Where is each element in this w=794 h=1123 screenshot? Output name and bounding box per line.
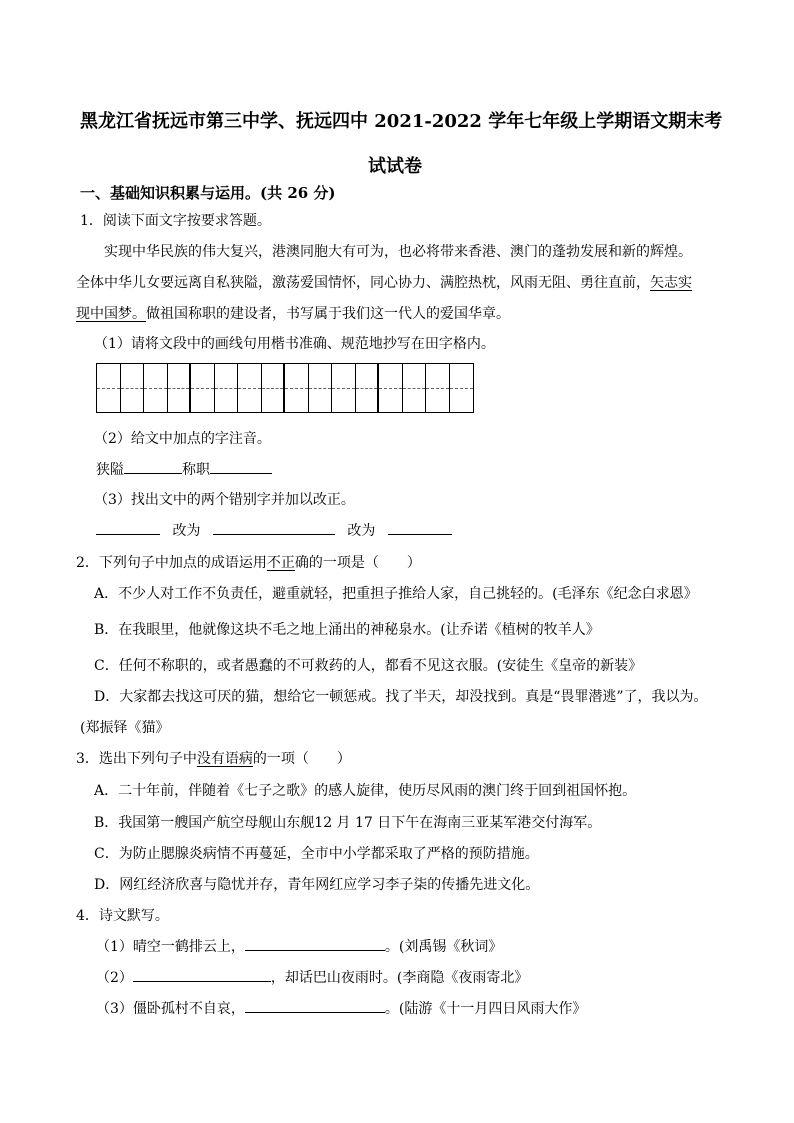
tianzige-cell[interactable] [450, 364, 474, 412]
tianzige-cell[interactable] [121, 364, 145, 412]
q3-stem-text-a: 3．选出下列句子中 [76, 751, 197, 767]
q4-line1 [96, 936, 502, 956]
tianzige-cell[interactable] [285, 364, 309, 412]
q2-stem [76, 552, 421, 572]
q1-paragraph-line2 [76, 272, 692, 292]
q3-option-d[interactable]: D．网红经济欣喜与隐忧并存，青年网红应学习李子柒的传播先进文化。 [94, 877, 540, 893]
q2-option-c[interactable]: C．任何不称职的，或者愚蠢的不可救药的人，都看不见这衣服。(安徒生《皇帝的新装》 [94, 658, 643, 674]
q4-line1-source: 。(刘禹锡《秋词》 [384, 939, 503, 955]
q3-option-c[interactable]: C．为防止腮腺炎病情不再蔓延，全市中小学都采取了严格的预防措施。 [94, 846, 539, 862]
q3-option-b[interactable]: B．我国第一艘国产航空母舰山东舰12 月 17 日下午在海南三亚某军港交付海军。 [94, 815, 602, 831]
q3-stem-text-b: 的一项（ ） [252, 751, 351, 767]
pinyin-word2: 称职 [182, 462, 210, 478]
q1-paragraph-line3-text: 做祖国称职的建设者，书写属于我们这一代人的爱国华章。 [146, 306, 510, 322]
q2-stem-text-b: 确的一项是（ ） [294, 555, 421, 571]
tianzige-cell[interactable] [379, 364, 403, 412]
pinyin-row [96, 459, 272, 479]
pinyin-word1: 狭隘 [96, 462, 124, 478]
q4-line3-text: （3）僵卧孤村不自哀， [96, 1001, 245, 1017]
q4-line1-text: （1）晴空一鹤排云上， [96, 939, 245, 955]
correction-row [96, 520, 452, 540]
q4-stem: 4．诗文默写。 [76, 908, 169, 924]
q1-sub3: （3）找出文中的两个错别字并加以改正。 [94, 492, 355, 508]
q1-paragraph-line2-text: 全体中华儿女要远离自私狭隘，激荡爱国情怀，同心协力、满腔热枕，风雨无阻、勇往直前， [76, 275, 650, 291]
q2-stem-text-a: 2．下列句子中加点的成语运用 [76, 555, 267, 571]
exam-title-line1: 黑龙江省抚远市第三中学、抚远四中 2021-2022 学年七年级上学期语文期末考 [80, 111, 723, 132]
q2-stem-underlined: 不正 [266, 555, 295, 571]
underlined-sentence-part2: 现中国梦。 [76, 306, 146, 322]
q1-sub2: （2）给文中加点的字注音。 [94, 431, 271, 447]
q2-option-b[interactable]: B．在我眼里，他就像这块不毛之地上涌出的神秘泉水。(让乔诺《植树的牧羊人》 [94, 622, 600, 638]
tianzige-cell[interactable] [215, 364, 239, 412]
q4-line2-text: ，却话巴山夜雨时。(李商隐《夜雨寄北》 [270, 970, 529, 986]
tianzige-cell[interactable] [97, 364, 121, 412]
correct-char-blank2[interactable] [388, 520, 452, 535]
correct-char-blank1[interactable] [213, 520, 335, 535]
tianzige-grid[interactable] [96, 363, 474, 413]
tianzige-cell[interactable] [191, 364, 215, 412]
change-label2: 改为 [347, 523, 376, 539]
q4-line2-number: （2） [96, 970, 133, 986]
pinyin-blank2[interactable] [210, 459, 272, 474]
q4-blank2[interactable] [133, 967, 271, 982]
q4-line2 [96, 967, 528, 987]
q1-stem: 1．阅读下面文字按要求答题。 [80, 213, 271, 229]
q4-line3 [96, 998, 586, 1018]
q3-stem-underlined: 没有语病 [196, 751, 253, 767]
tianzige-cell[interactable] [238, 364, 262, 412]
section-heading: 一、基础知识积累与运用。(共 26 分) [80, 184, 336, 202]
q4-blank3[interactable] [245, 998, 385, 1013]
tianzige-cell[interactable] [262, 364, 286, 412]
q3-option-a[interactable]: A．二十年前，伴随着《七子之歌》的感人旋律，使历尽风雨的澳门终于回到祖国怀抱。 [94, 783, 637, 799]
exam-title-line2: 试试卷 [368, 156, 422, 177]
q2-option-a[interactable]: A．不少人对工作不负责任，避重就轻，把重担子推给人家，自己挑轻的。(毛泽东《纪念白求恩》 [94, 586, 698, 602]
q3-stem [76, 748, 351, 768]
tianzige-cell[interactable] [403, 364, 427, 412]
tianzige-cell[interactable] [356, 364, 380, 412]
tianzige-cell[interactable] [332, 364, 356, 412]
q1-sub1: （1）请将文段中的画线句用楷书准确、规范地抄写在田字格内。 [94, 336, 495, 352]
pinyin-blank1[interactable] [124, 459, 182, 474]
wrong-char-blank1[interactable] [96, 520, 160, 535]
q1-paragraph-line3 [76, 303, 510, 323]
q1-paragraph-line1: 实现中华民族的伟大复兴，港澳同胞大有可为，也必将带来香港、澳门的蓬勃发展和新的辉煌。 [104, 244, 692, 260]
tianzige-cell[interactable] [426, 364, 450, 412]
q4-blank1[interactable] [245, 936, 385, 951]
q2-option-d-source: (郑振铎《猫》 [80, 720, 170, 736]
change-label1: 改为 [172, 523, 201, 539]
q2-option-d[interactable]: D．大家都去找这可厌的猫，想给它一顿惩戒。找了半天，却没找到。真是“畏罪潜逃”了，我以为。 [94, 689, 708, 705]
tianzige-cell[interactable] [168, 364, 192, 412]
q4-line3-source: 。(陆游《十一月四日风雨大作》 [384, 1001, 587, 1017]
tianzige-cell[interactable] [309, 364, 333, 412]
underlined-sentence-part1: 矢志实 [650, 275, 692, 291]
tianzige-cell[interactable] [144, 364, 168, 412]
